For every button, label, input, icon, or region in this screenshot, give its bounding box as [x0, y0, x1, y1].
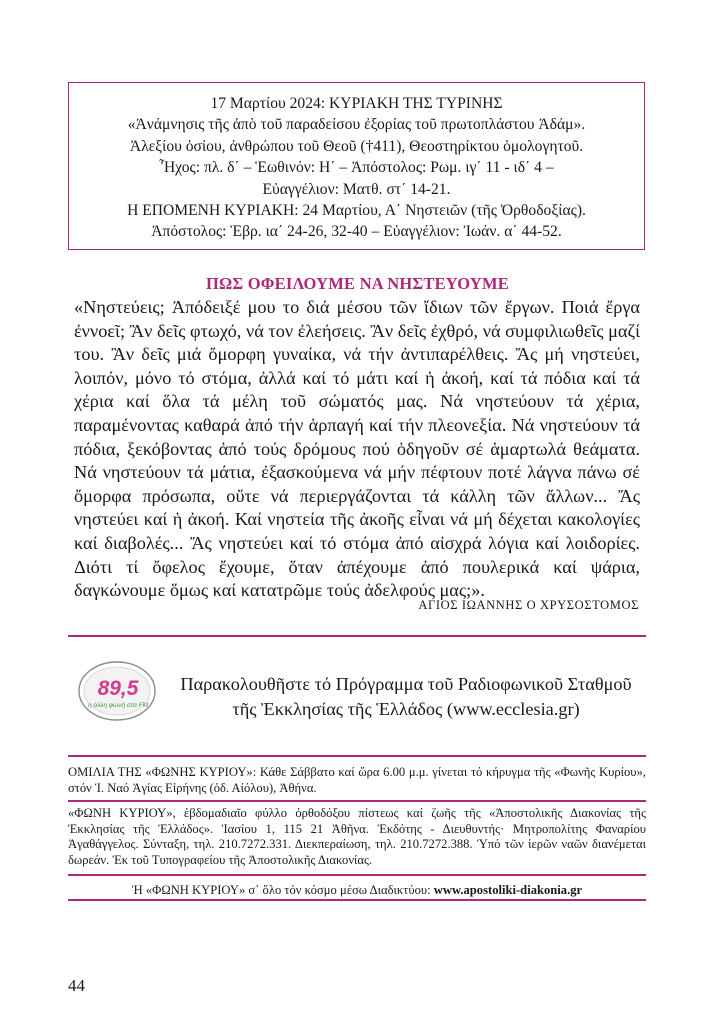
divider-top [68, 635, 646, 637]
logo-caption: η άλλη φωνή στα FM [87, 702, 149, 709]
website-link[interactable]: www.apostoliki-diakonia.gr [433, 883, 583, 897]
divider-footer-2 [68, 874, 646, 876]
divider-footer-3 [68, 899, 646, 901]
divider-middle [68, 755, 646, 757]
info-date-line: 17 Μαρτίου 2024: ΚΥΡΙΑΚΗ ΤΗΣ ΤΥΡΙΝΗΣ [210, 95, 503, 112]
page-number: 44 [68, 976, 85, 995]
divider-footer-1 [68, 800, 646, 802]
radio-announcement [166, 672, 646, 722]
info-commemoration-line: «Ἀνάμνησις τῆς ἀπὸ τοῦ παραδείσου ἐξορίας τοῦ πρωτοπλάστου Ἀδάμ». [127, 116, 586, 134]
info-saint-line: Ἀλεξίου ὁσίου, ἀνθρώπου τοῦ Θεοῦ (†411), Θεοστηρίκτου ὁμολογητοῦ. [129, 137, 584, 155]
publisher-notice: «ΦΩΝΗ ΚΥΡΙΟΥ», ἑβδομαδιαῖο φύλλο ὀρθοδόξου πίστεως καί ζωῆς τῆς «Ἀποστολικῆς Διακονίας τῆς Ἐκκλησίας τῆς Ἑλλάδος». Ἰασίου 1, 115 21 Ἀθῆνα. Ἐκδότης - Διευθυντής· Μητροπολίτης Φαναρίου Ἀγαθάγγελος. Σύνταξη, τηλ. 210.7272.331. Διεκπεραίωση, τηλ. 210.7272.388. Ὑπό τῶν ἱερῶν ναῶν διανέμεται δωρεάν. Ἐκ τοῦ Τυπογραφείου τῆς Ἀποστολικῆς Διακονίας. [68, 806, 646, 867]
article-author: ΑΓΙΟΣ ΙΩΑΝΝΗΣ Ο ΧΡΥΣΟΣΤΟΜΟΣ [418, 598, 639, 612]
article-quote: «Νηστεύεις; Ἀπόδειξέ μου το διά μέσου τῶν ἴδιων τῶν ἔργων. Ποιά ἔργα ἐννοεῖ; Ἂν δεῖς φτωχό, νά τον ἐλεήσεις. Ἂν δεῖς ἐχθρό, νά συμφιλιωθεῖς μαζί του. Ἂν δεῖς μιά ὄμορφη γυναίκα, νά τήν ἀντιπαρέλθεις. Ἄς μή νηστεύει, λοιπόν, μόνο τό στόμα, ἀλλά καί τό μάτι καί ἡ ἀκοή, καί τά πόδια καί τά χέρια καί ὅλα τά μέλη τοῦ σώματός μας. Νά νηστεύουν τά χέρια, παραμένοντας καθαρά ἀπό τήν ἁρπαγή καί τήν πλεονεξία. Νά νηστεύουν τά πόδια, ξεκόβοντας ἀπό τούς δρόμους πού ὁδηγοῦν σέ ἁμαρτωλά θεάματα. Νά νηστεύουν τά μάτια, ἐξασκούμενα νά μήν πέφτουν ποτέ λάγνα πάνω σέ ὄμορφα πρόσωπα, οὔτε νά περιεργάζονται τά κάλλη τῶν ἄλλων... Ἄς νηστεύει καί ἡ ἀκοή. Καί νηστεία τῆς ἀκοῆς εἶναι νά μή δέχεται κακολογίες καί διαβολές... Ἄς νηστεύει καί τό στόμα ἀπό αἰσχρά λόγια καί λοιδορίες. Διότι τί ὄφελος ἔχουμε, ὅταν ἀπέχουμε ἀπό πουλερικά καί ψάρια, δαγκώνουμε ὅμως καί κατατρῶμε τούς ἀδελφούς μας;». [74, 297, 640, 601]
liturgical-info-box [68, 82, 645, 250]
info-next-readings-line: Ἀπόστολος: Ἑβρ. ια΄ 24-26, 32-40 – Εὐαγγέλιον: Ἰωάν. α΄ 44-52. [151, 223, 562, 241]
website-text: Ἡ «ΦΩΝΗ ΚΥΡΙΟΥ» σ᾽ ὅλο τόν κόσμο μέσω Διαδικτύου: [131, 883, 434, 897]
radio-logo [74, 657, 160, 723]
info-readings-line: Ἦχος: πλ. δ΄ – Ἑωθινόν: Η΄ – Ἀπόστολος: Ρωμ. ιγ΄ 11 - ιδ΄ 4 – [159, 159, 554, 177]
homily-notice: ΟΜΙΛΙΑ ΤΗΣ «ΦΩΝΗΣ ΚΥΡΙΟΥ»: Κάθε Σάββατο καί ὥρα 6.00 μ.μ. γίνεται τό κήρυγμα τῆς «Φωνῆς Κυρίου», στόν Ἱ. Ναό Ἁγίας Εἰρήνης (ὁδ. Αἰόλου), Ἀθήνα. [68, 765, 646, 795]
article-title: ΠΩΣ ΟΦΕΙΛΟΥΜΕ ΝΑ ΝΗΣΤΕΥΟΥΜΕ [205, 274, 509, 293]
website-notice [68, 883, 646, 898]
info-gospel-line: Εὐαγγέλιον: Ματθ. στ΄ 14-21. [262, 180, 451, 198]
logo-frequency: 89,5 [97, 677, 139, 700]
radio-line-2: τῆς Ἐκκλησίας τῆς Ἑλλάδος (www.ecclesia.gr) [232, 699, 580, 719]
info-next-sunday-line: Η ΕΠΟΜΕΝΗ ΚΥΡΙΑΚΗ: 24 Μαρτίου, Α΄ Νηστειῶν (τῆς Ὀρθοδοξίας). [127, 202, 586, 220]
radio-line-1: Παρακολουθῆστε τό Πρόγραμμα τοῦ Ραδιοφωνικοῦ Σταθμοῦ [180, 674, 632, 694]
